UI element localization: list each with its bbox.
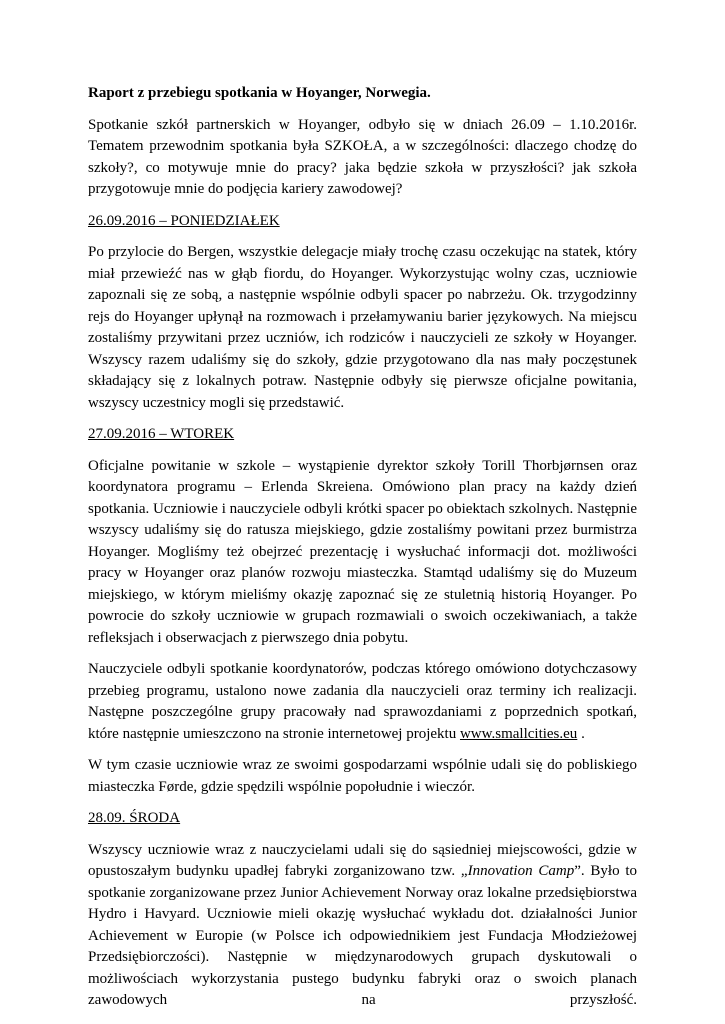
innovation-camp-italic: Innovation Camp [467, 863, 575, 879]
tuesday-paragraph: Oficjalne powitanie w szkole – wystąpienie dyrektor szkoły Torill Thorbjørnsen oraz koordynatora programu – Erlenda Skreiena. Omówiono plan pracy na każdy dzień spotkania. Uczniowie i nauczyciele odbyli krótki spacer po obiektach szkolnych. Następnie wszyscy udaliśmy się do ratusza miejskiego, gdzie zostaliśmy powitani przez burmistrza Hoyanger. Mogliśmy też obejrzeć prezentację i wysłuchać informacji dot. możliwości pracy w Hoyanger oraz planów rozwoju miasteczka. Stamtąd udaliśmy się do Muzeum miejskiego, w którym mieliśmy okazję zapoznać się ze stuletnią historią Hoyanger. Po powrocie do szkoły uczniowie w grupach rozmawiali o swoich oczekiwaniach, a także refleksjach i obserwacjach z pierwszego dnia pobytu. [88, 457, 637, 646]
wednesday-text-before-italic: Wszyscy uczniowie wraz z nauczycielami udali się do sąsiedniej miejscowości, gdzie w opustoszałym budynku upadłej fabryki zorganizowano tzw. „ [88, 841, 637, 879]
coordinators-text-before-link: Nauczyciele odbyli spotkanie koordynatorów, podczas którego omówiono dotychczasowy przebieg programu, ustalono nowe zadania dla nauczycieli oraz terminy ich realizacji. Następne poszczególne grupy pracowały nad sprawozdaniami z poprzednich spotkań, które następnie umieszczono na stronie internetowej projektu [88, 661, 637, 742]
tuesday-heading [88, 424, 637, 446]
tuesday-heading-text: 27.09.2016 – WTOREK [88, 426, 235, 442]
monday-heading-text: 26.09.2016 – PONIEDZIAŁEK [88, 212, 280, 229]
monday-heading [88, 211, 637, 233]
report-title: Raport z przebiegu spotkania w Hoyanger, Norwegia. [88, 85, 431, 101]
forde-paragraph: W tym czasie uczniowie wraz ze swoimi gospodarzami wspólnie udali się do pobliskiego miasteczka Førde, gdzie spędzili wspólnie popołudnie i wieczór. [88, 757, 637, 795]
intro-paragraph: Spotkanie szkół partnerskich w Hoyanger, odbyło się w dniach 26.09 – 1.10.2016r. Tematem przewodnim spotkania była SZKOŁA, a w szczególności: dlaczego chodzę do szkoły?, co motywuje mnie do pracy? jaka będzie szkoła w przyszłości? jak szkoła przygotowuje mnie do podjęcia kariery zawodowej? [88, 116, 637, 197]
monday-paragraph: Po przylocie do Bergen, wszystkie delegacje miały trochę czasu oczekując na statek, który miał przewieźć nas w głąb fiordu, do Hoyanger. Wykorzystując wolny czas, uczniowie zapoznali się ze sobą, a następnie wspólnie odbyli spacer po nabrzeżu. Ok. trzygodzinny rejs do Hoyanger upłynął na rozmowach i przełamywaniu barier językowych. Na miejscu zostaliśmy przywitani przez uczniów, ich rodziców i nauczycieli ze szkoły w Hoyanger. Wszyscy razem udaliśmy się do szkoły, gdzie przygotowano dla nas mały poczęstunek składający się z lokalnych potraw. Następnie odbyły się pierwsze oficjalne powitania, wszyscy uczestnicy mogli się przedstawić. [88, 244, 637, 411]
wednesday-text-after-italic: ”. Było to spotkanie zorganizowane przez Junior Achievement Norway oraz lokalne przedsiębiorstwa Hydro i Havyard. Uczniowie mieli okazję wysłuchać wykładu dot. działalności Junior Achievement w Europie (w Polsce ich odpowiednikiem jest Fundacja Młodzieżowej Przedsiębiorczości). Następnie w międzynarodowych grupach dyskutowali o możliwościach wykorzystania pustego budynku fabryki oraz o swoich planach zawodowych na przyszłość. [88, 863, 638, 1008]
wednesday-heading [88, 808, 637, 830]
smallcities-link[interactable]: www.smallcities.eu [459, 725, 578, 742]
wednesday-heading-text: 28.09. ŚRODA [88, 810, 181, 826]
wednesday-paragraph [88, 840, 637, 1012]
coordinators-paragraph [88, 659, 637, 745]
coordinators-text-after-link: . [577, 725, 585, 742]
